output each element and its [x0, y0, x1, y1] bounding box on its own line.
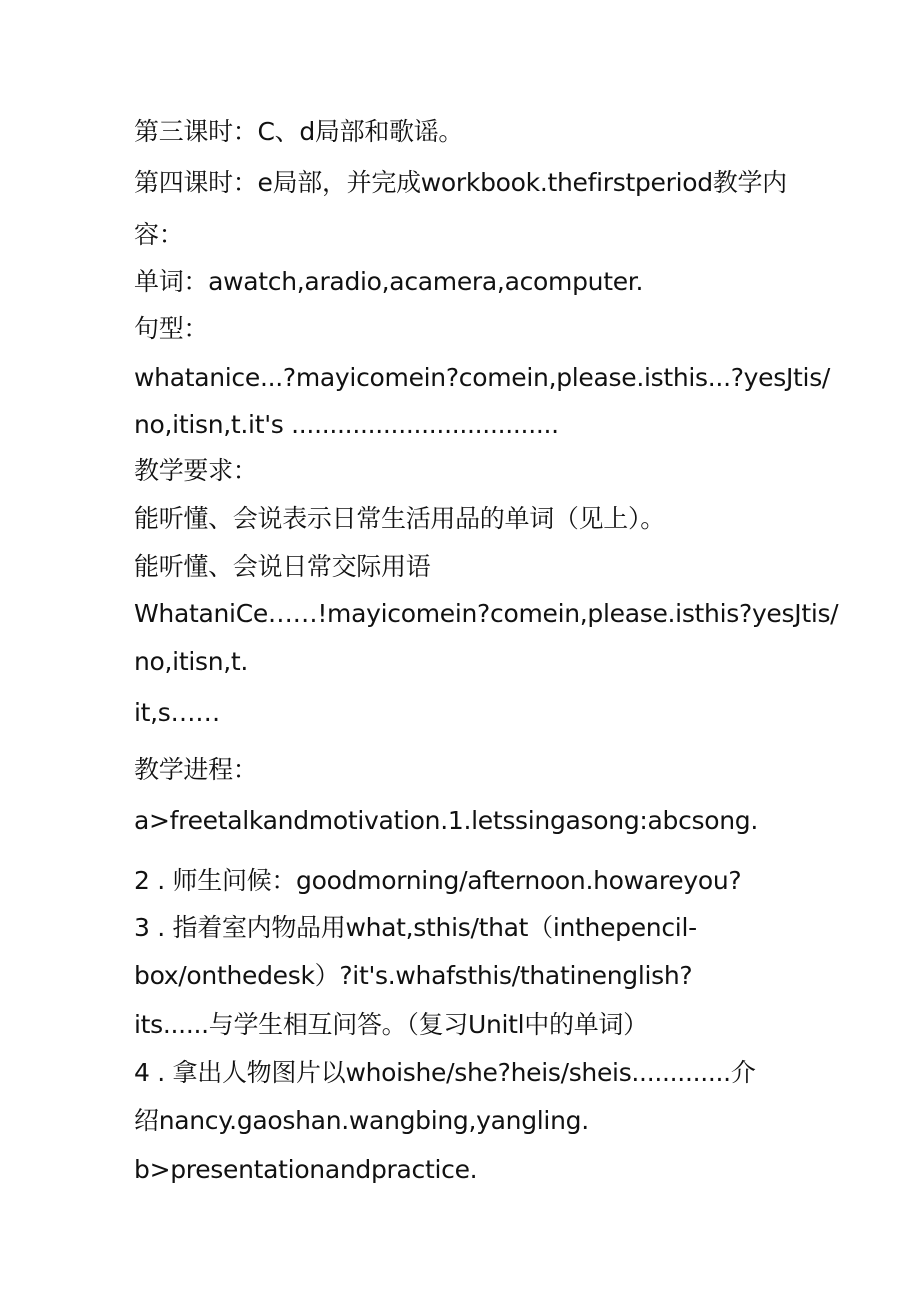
text-line: it,s……: [134, 698, 220, 727]
text-line: a>freetalkandmotivation.1.letssingasong:abcsong.: [134, 806, 759, 835]
text-line: no,itisn,t.: [134, 647, 249, 676]
text-line: 第四课时：e局部，并完成workbook.thefirstperiod教学内: [134, 168, 787, 197]
text-line: 4 . 拿出人物图片以whoishe/she?heis/sheis.............介: [134, 1058, 756, 1087]
text-line: 单词：awatch,aradio,acamera,acomputer.: [134, 267, 644, 296]
text-line: 教学进程：: [134, 755, 258, 784]
text-line: box/onthedesk）?it's.whafsthis/thatinenglish?: [134, 961, 693, 990]
text-line: 绍nancy.gaoshan.wangbing,yangling.: [134, 1106, 589, 1135]
text-line: 能听懂、会说表示日常生活用品的单词（见上）。: [134, 504, 665, 533]
text-line: its......与学生相互问答。（复习Unitl中的单词）: [134, 1010, 648, 1039]
text-line: 2 . 师生问候：goodmorning/afternoon.howareyou?: [134, 866, 742, 895]
text-line: 第三课时：C、d局部和歌谣。: [134, 117, 464, 146]
text-line: 教学要求：: [134, 456, 258, 485]
text-line: WhataniCe……!mayicomein?comein,please.isthis?yesJtis/: [134, 599, 839, 628]
text-line: 能听懂、会说日常交际用语: [134, 552, 431, 581]
text-line: 容：: [134, 220, 184, 249]
text-line: 句型：: [134, 314, 209, 343]
text-line: 3 . 指着室内物品用what,sthis/that（inthepencil-: [134, 913, 697, 942]
text-line: whatanice...?mayicomein?comein,please.isthis...?yesJtis/: [134, 363, 831, 392]
text-line: b>presentationandpractice.: [134, 1155, 478, 1184]
text-line: no,itisn,t.it's ...................................: [134, 410, 559, 439]
